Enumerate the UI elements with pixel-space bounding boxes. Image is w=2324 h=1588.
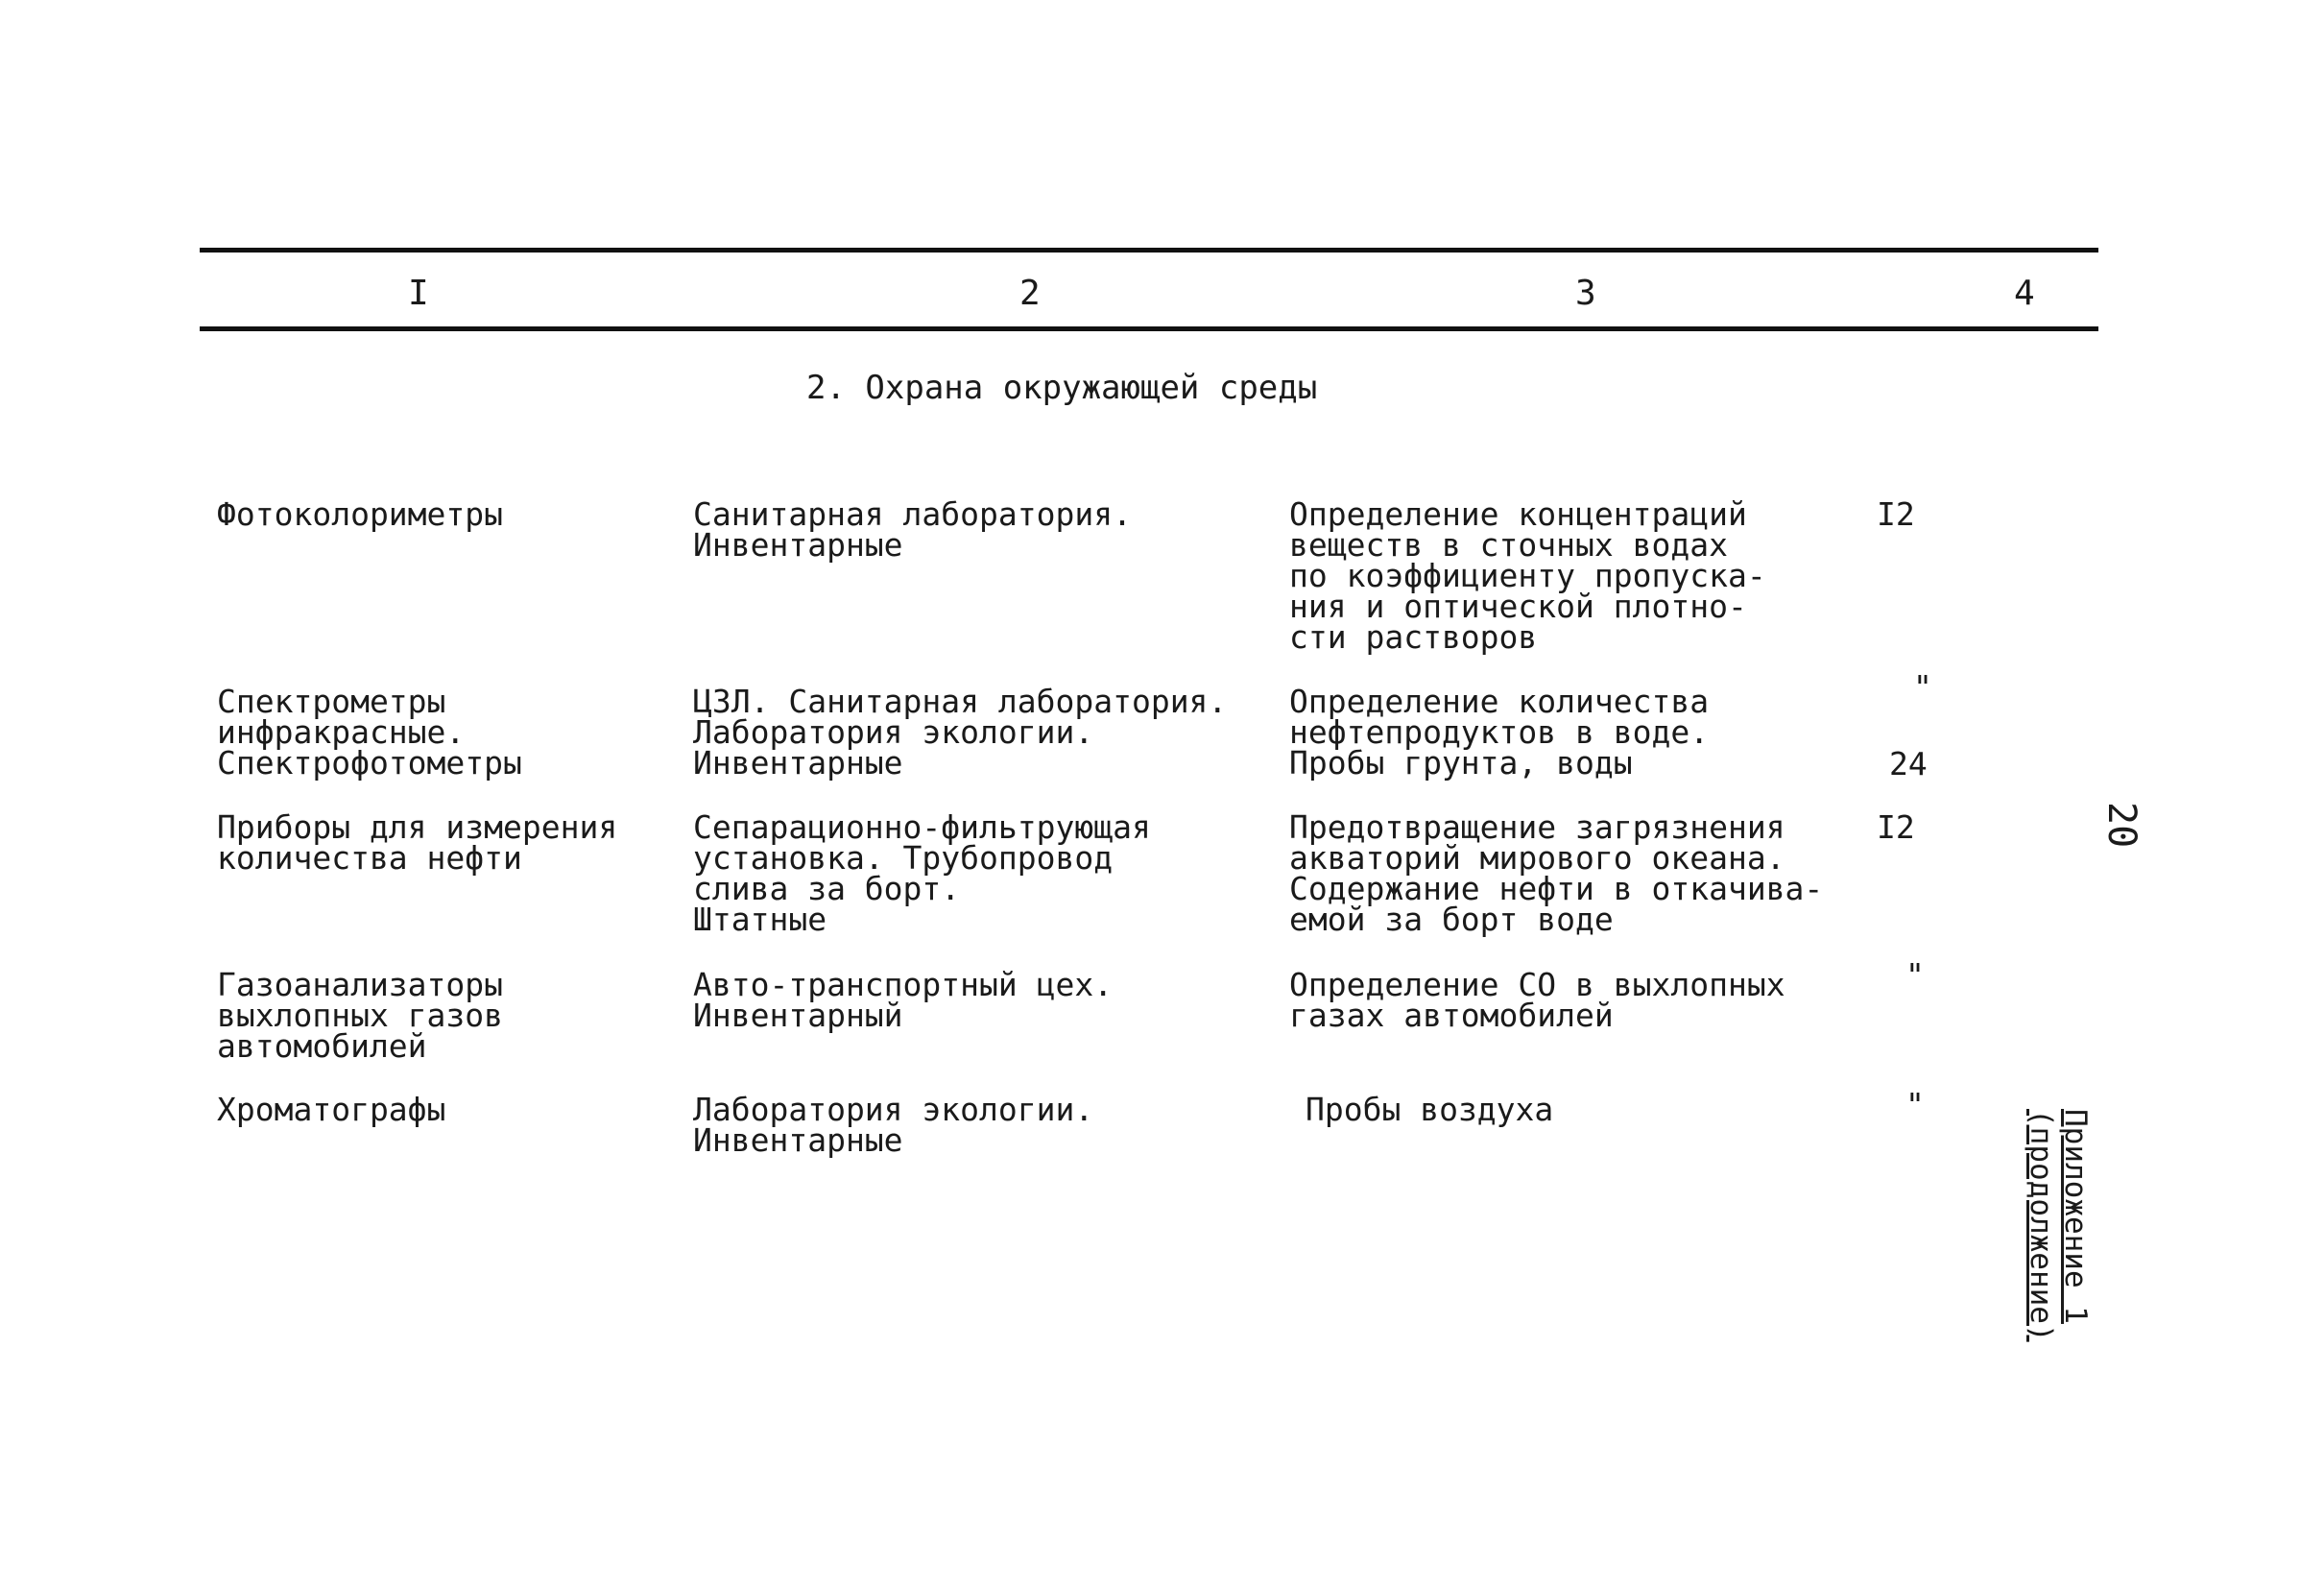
row-1-instrument: Фотоколориметры xyxy=(217,495,504,533)
row-5-location: Лаборатория экологии. Инвентарные xyxy=(693,1091,1094,1159)
column-number-1: I xyxy=(408,274,429,313)
row-4-location: Авто-транспортный цех. Инвентарный xyxy=(693,966,1114,1034)
table-header-rule xyxy=(200,326,2098,331)
row-2-period-ditto: " xyxy=(1913,668,1932,706)
row-4-period: " xyxy=(1905,956,1925,994)
column-number-3: 3 xyxy=(1575,274,1596,313)
row-3-purpose: Предотвращение загрязнения акваторий мирового океана. Содержание нефти в откачива- емой за борт воде xyxy=(1289,808,1824,938)
row-5-period: " xyxy=(1905,1086,1925,1123)
row-4-purpose: Определение СО в выхлопных газах автомобилей xyxy=(1289,966,1785,1034)
row-3-instrument: Приборы для измерения количества нефти xyxy=(217,808,618,877)
column-number-4: 4 xyxy=(2014,274,2035,313)
row-3-location: Сепарационно-фильтрующая установка. Трубопровод слива за борт. Штатные xyxy=(693,808,1151,938)
page-number: 20 xyxy=(2099,802,2144,849)
section-title: 2. Охрана окружающей среды xyxy=(806,369,1318,407)
row-2-location: ЦЗЛ. Санитарная лаборатория. Лаборатория экологии. Инвентарные xyxy=(693,683,1228,782)
row-4-instrument: Газоанализаторы выхлопных газов автомобилей xyxy=(217,966,504,1065)
row-1-purpose: Определение концентраций веществ в сточных водах по коэффициенту пропуска- ния и оптической плотно- сти растворов xyxy=(1289,495,1766,656)
row-1-period: I2 xyxy=(1877,495,1915,533)
column-number-2: 2 xyxy=(1019,274,1041,313)
row-1-location: Санитарная лаборатория. Инвентарные xyxy=(693,495,1132,564)
row-2-instrument: Спектрометры инфракрасные. Спектрофотометры xyxy=(217,683,522,782)
row-5-instrument: Хроматографы xyxy=(217,1091,446,1128)
table-top-rule xyxy=(200,248,2098,253)
row-2-period-2: 24 xyxy=(1889,745,1928,782)
row-5-purpose: Пробы воздуха xyxy=(1306,1091,1554,1128)
appendix-label: Приложение 1 (продолжение) xyxy=(2024,1109,2093,1342)
row-2-purpose: Определение количества нефтепродуктов в воде. Пробы грунта, воды xyxy=(1289,683,1710,782)
row-3-period: I2 xyxy=(1877,808,1915,846)
